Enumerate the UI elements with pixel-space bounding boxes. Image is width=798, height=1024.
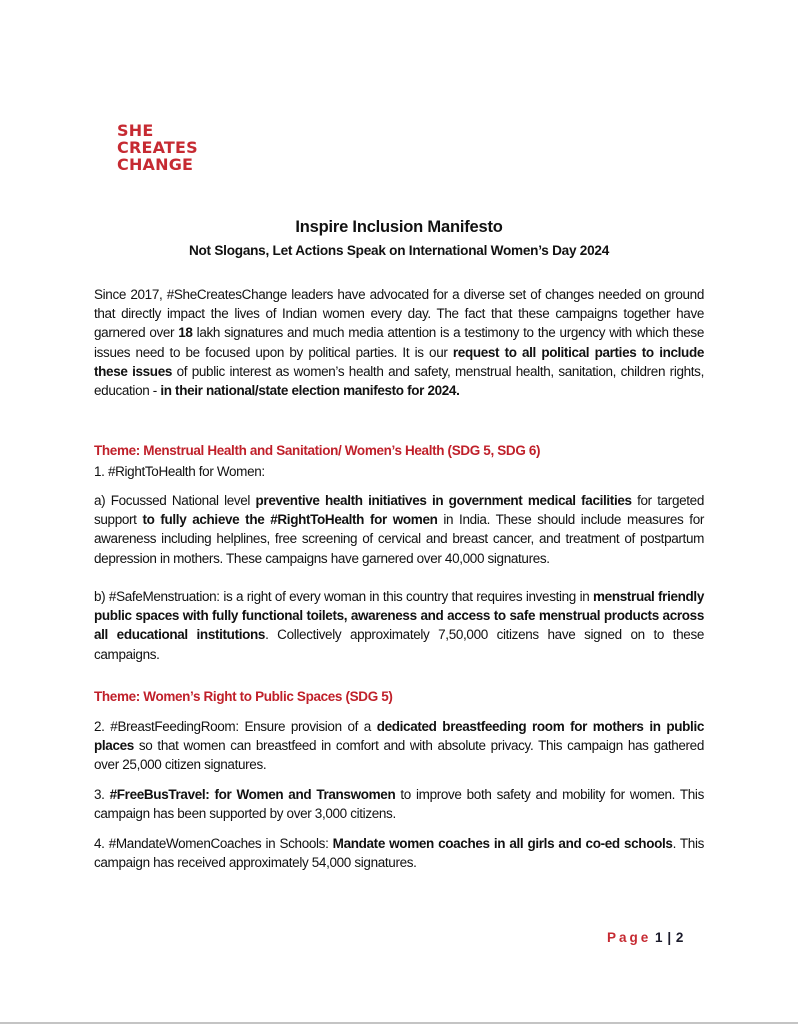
text: 2. #BreastFeedingRoom: Ensure provision of a bbox=[94, 719, 377, 734]
document-subtitle: Not Slogans, Let Actions Speak on International Women’s Day 2024 bbox=[188, 243, 610, 258]
item-right-to-health bbox=[94, 462, 704, 481]
bold-text: #FreeBusTravel: for Women and Transwomen bbox=[109, 787, 396, 802]
text: b) #SafeMenstruation: is a right of every woman in this country that requires investing in bbox=[94, 589, 594, 604]
item-safe-menstruation bbox=[94, 587, 704, 664]
item-breastfeeding-room bbox=[94, 717, 704, 775]
item-women-coaches bbox=[94, 834, 704, 872]
item-free-bus-travel bbox=[94, 785, 704, 823]
text: so that women can breastfeed in comfort and with absolute privacy. This campaign has gathered over 25,000 citizen signatures. bbox=[94, 738, 704, 773]
bold-text: in their national/state election manifesto for 2024. bbox=[160, 383, 460, 399]
intro-paragraph bbox=[94, 285, 704, 400]
page-separator: | bbox=[667, 930, 673, 945]
text: of public interest as women’s health and safety, menstrual health, sanitation, children rights, education - bbox=[94, 363, 704, 399]
text: 4. #MandateWomenCoaches in Schools: bbox=[94, 836, 333, 851]
text: lakh signatures and much media attention is a testimony to the urgency with which these issues need to be focused upon by political parties. It is our bbox=[94, 325, 704, 360]
bold-text: to fully achieve the #RightToHealth for women bbox=[142, 512, 438, 528]
text: . This campaign has received approximately 54,000 signatures. bbox=[94, 836, 705, 871]
bold-text: menstrual friendly public spaces with fully functional toilets, awareness and access to safe menstrual products across all educational institutions bbox=[94, 589, 704, 643]
current-page: 1 bbox=[655, 930, 664, 945]
total-pages: 2 bbox=[675, 930, 685, 945]
text: for targeted support bbox=[94, 493, 704, 528]
page-number bbox=[607, 930, 684, 945]
page-label: Page bbox=[607, 930, 652, 945]
logo-line: SHE bbox=[117, 121, 154, 140]
she-creates-change-logo bbox=[117, 122, 198, 173]
text: 3. bbox=[94, 787, 110, 802]
text: . Collectively approximately 7,50,000 citizens have signed on to these campaigns. bbox=[94, 627, 705, 662]
text: a) Focussed National level bbox=[94, 493, 256, 508]
document-title: Inspire Inclusion Manifesto bbox=[295, 218, 503, 236]
text: Since 2017, #SheCreatesChange leaders have advocated for a diverse set of changes needed on ground that directly impact the lives of Indian women every day. The fact that these campaigns together have garnered over bbox=[94, 287, 704, 341]
bold-text: dedicated breastfeeding room for mothers in public places bbox=[94, 719, 705, 754]
theme-heading-public-spaces: Theme: Women’s Right to Public Spaces (SDG 5) bbox=[94, 689, 393, 704]
logo-line: CHANGE bbox=[117, 155, 194, 174]
text: in India. These should include measures for awareness including helplines, free screening of cervical and breast cancer, and treatment of postpartum depression in mothers. These campaigns have garnered over 40,000 signatures. bbox=[94, 512, 704, 566]
bold-text: Mandate women coaches in all girls and co-ed schools bbox=[332, 836, 673, 851]
text: 1. #RightToHealth for Women: bbox=[94, 464, 265, 479]
bold-text: 18 bbox=[178, 325, 193, 341]
theme-heading-menstrual-health: Theme: Menstrual Health and Sanitation/ Women’s Health (SDG 5, SDG 6) bbox=[94, 443, 541, 458]
bold-text: request to all political parties to include these issues bbox=[94, 344, 704, 379]
logo-line: CREATES bbox=[117, 138, 198, 157]
item-preventive-health bbox=[94, 491, 704, 568]
text: to improve both safety and mobility for women. This campaign has been supported by over 3,000 citizens. bbox=[94, 787, 704, 822]
bold-text: preventive health initiatives in government medical facilities bbox=[255, 493, 632, 508]
